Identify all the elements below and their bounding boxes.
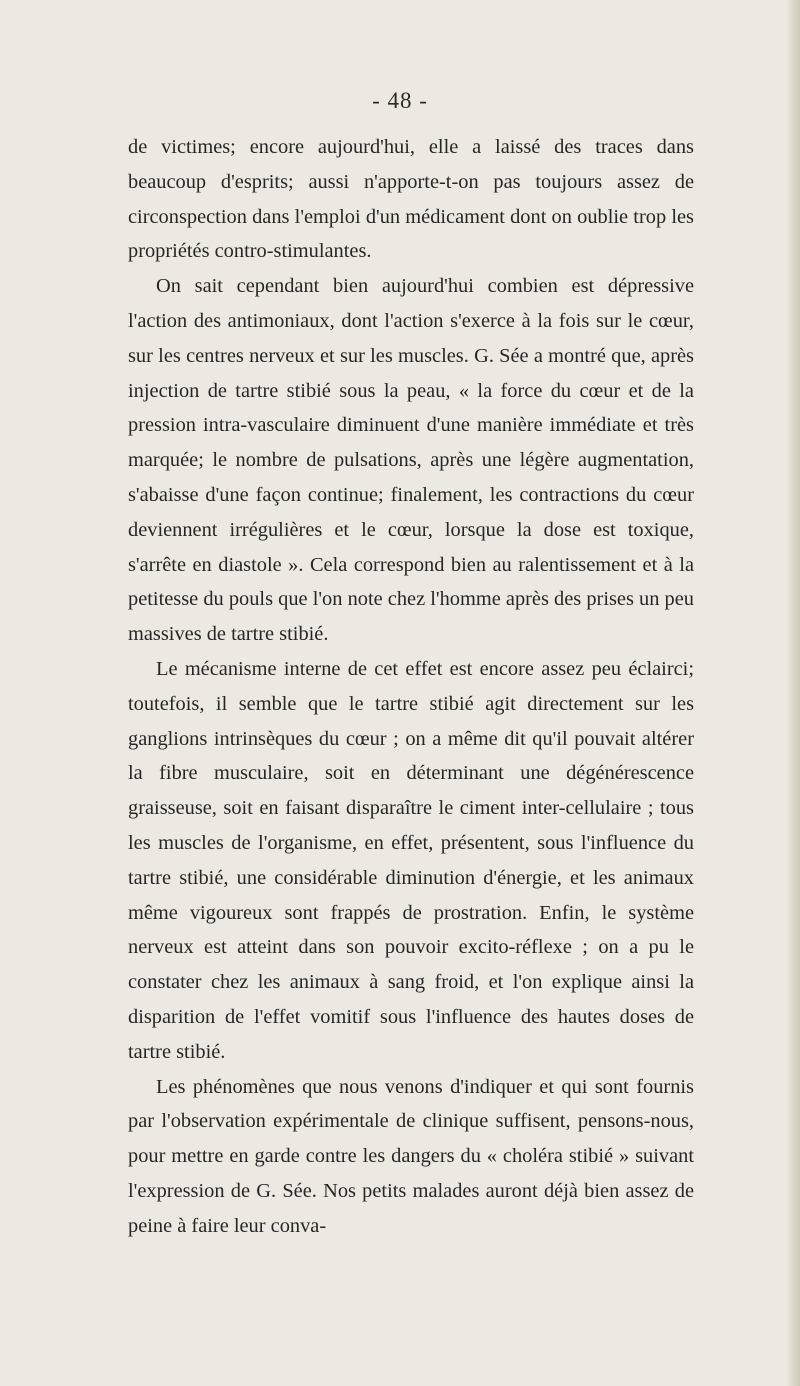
- paragraph-4: Les phénomènes que nous venons d'indiquer et qui sont fournis par l'observation expérimentale de clinique suffisent, pensons-nous, pour mettre en garde contre les dangers du « choléra stibié » suivant l'expression de G. Sée. Nos petits malades auront déjà bien assez de peine à faire leur conva-: [128, 1075, 694, 1237]
- paragraph-2: On sait cependant bien aujourd'hui combien est dépressive l'action des antimoniaux, dont l'action s'exerce à la fois sur le cœur, sur les centres nerveux et sur les muscles. G. Sée a montré que, après injection de tartre stibié sous la peau, « la force du cœur et de la pression intra-vasculaire diminuent d'une manière immédiate et très marquée; le nombre de pulsations, après une légère augmentation, s'abaisse d'une façon continue; finalement, les contractions du cœur deviennent irrégulières et le cœur, lorsque la dose est toxique, s'arrête en diastole ». Cela correspond bien au ralentissement et à la petitesse du pouls que l'on note chez l'homme après des prises un peu massives de tartre stibié.: [128, 275, 694, 646]
- paragraph-3: Le mécanisme interne de cet effet est encore assez peu éclairci; toutefois, il semble que le tartre stibié agit directement sur les ganglions intrinsèques du cœur ; on a même dit qu'il pouvait altérer la fibre musculaire, soit en déterminant une dégénérescence graisseuse, soit en faisant disparaître le ciment inter-cellulaire ; tous les muscles de l'organisme, en effet, présentent, sous l'influence du tartre stibié, une considérable diminution d'énergie, et les animaux même vigoureux sont frappés de prostration. Enfin, le système nerveux est atteint dans son pouvoir excito-réflexe ; on a pu le constater chez les animaux à sang froid, et l'on explique ainsi la disparition de l'effet vomitif sous l'influence des hautes doses de tartre stibié.: [128, 657, 694, 1063]
- paragraph-1: de victimes; encore aujourd'hui, elle a laissé des traces dans beaucoup d'esprits; aussi n'apporte-t-on pas toujours assez de circonspection dans l'emploi d'un médicament dont on oublie trop les propriétés contro-stimulantes.: [128, 136, 694, 263]
- page-edge-shadow: [786, 0, 800, 1386]
- body-text: [128, 130, 694, 1244]
- page-number: - 48 -: [372, 88, 428, 113]
